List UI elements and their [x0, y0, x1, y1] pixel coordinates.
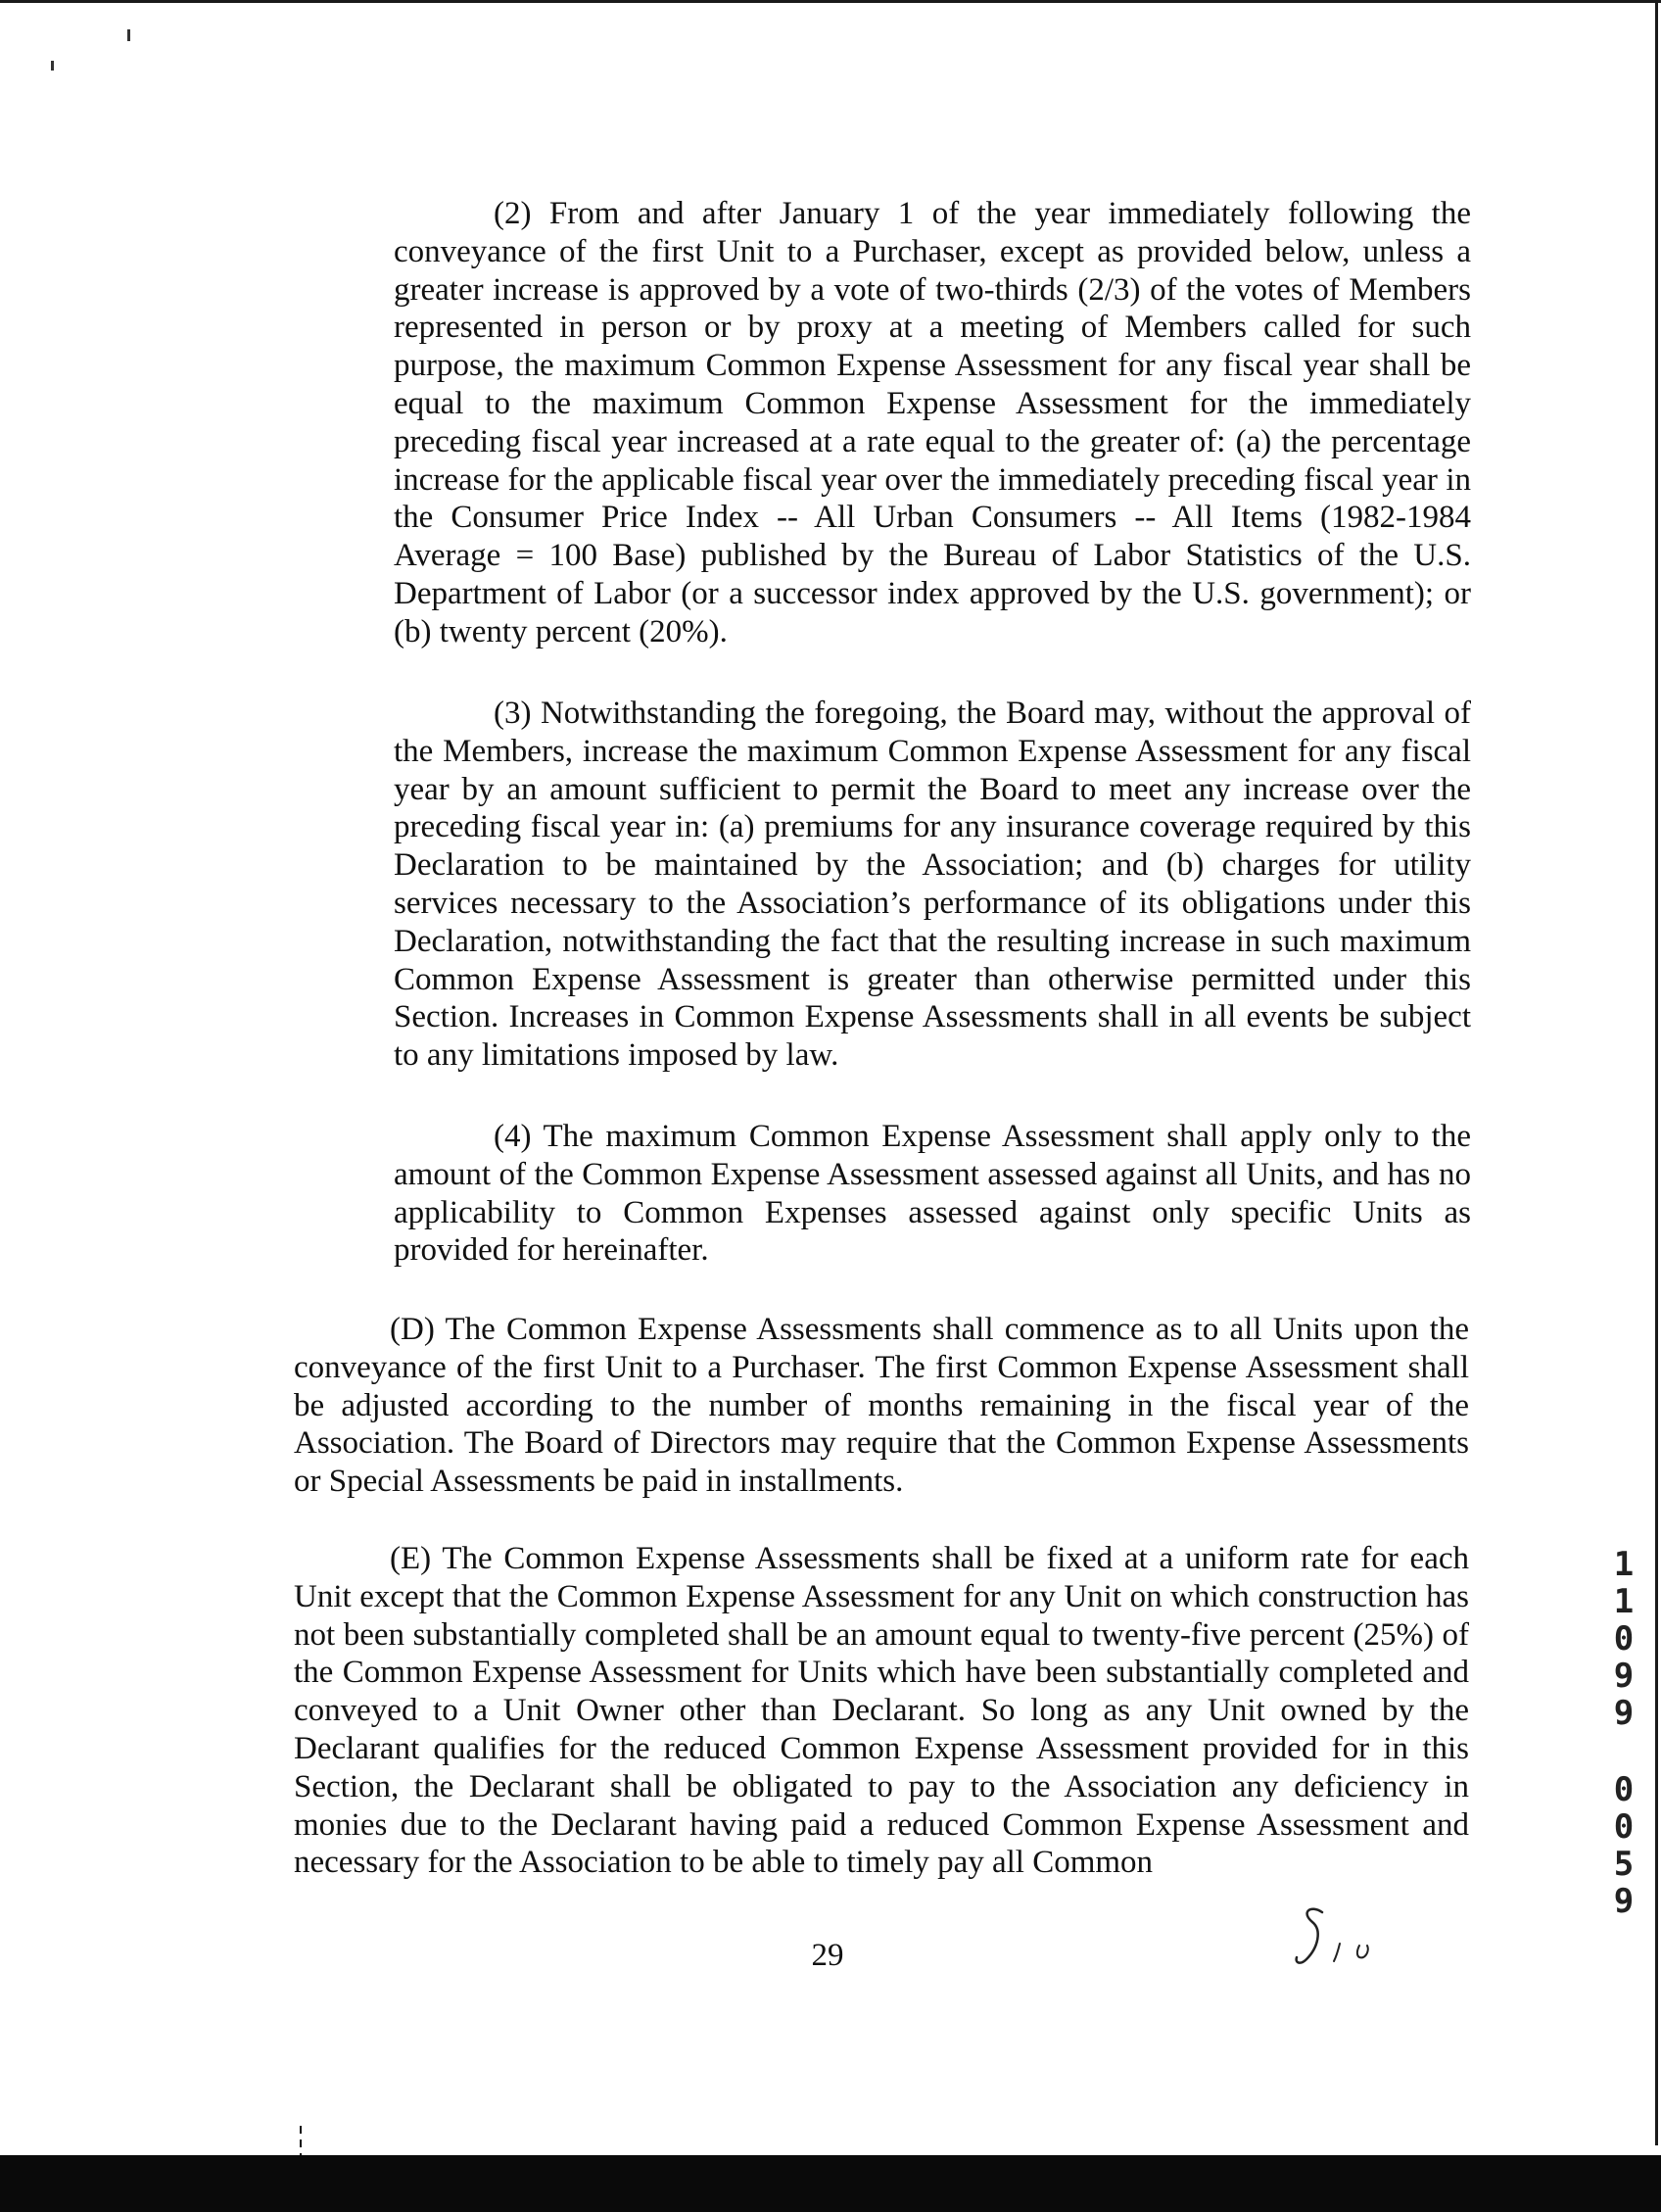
paragraph-2: (2) From and after January 1 of the year immediately following the conveyance of the first Unit to a Purchaser, except as provided below, unless a greater increase is approved by a vote of two-thirds (2/3) of the votes of Members represented in person or by proxy at a meeting of Members called for such purpose, the maximum Common Expense Assessment for any fiscal year shall be equal to the maximum Common Expense Assessment for the immediately preceding fiscal year increased at a rate equal to the greater of: (a) the percentage increase for the applicable fiscal year over the immediately preceding fiscal year in the Consumer Price Index -- All Urban Consumers -- All Items (1982-1984 Average = 100 Base) published by the Bureau of Labor Statistics of the U.S. Department of Labor (or a successor index approved by the U.S. government); or (b) twenty percent (20%).: [394, 196, 1471, 649]
page-number: 29: [811, 1938, 844, 1973]
scan-top-border: [0, 0, 1661, 3]
stamp-digit: 1: [1613, 1582, 1635, 1621]
stamp-digit: 9: [1613, 1882, 1635, 1921]
margin-document-stamp: [1604, 1546, 1643, 1920]
scan-bottom-edge: [0, 2155, 1661, 2212]
stamp-digit: 9: [1613, 1694, 1635, 1733]
paragraph-4: (4) The maximum Common Expense Assessment shall apply only to the amount of the Common Expense Assessment assessed against all Units, and has no applicability to Common Expenses assessed against only specific Units as provided for hereinafter.: [394, 1119, 1471, 1269]
paragraph-e: (E) The Common Expense Assessments shall be fixed at a uniform rate for each Unit except that the Common Expense Assessment for any Unit on which construction has not been substantially completed shall be an amount equal to twenty-five percent (25%) of the Common Expense Assessment for Units which have been substantially completed and conveyed to a Unit Owner other than Declarant. So long as any Unit owned by the Declarant qualifies for the reduced Common Expense Assessment provided for in this Section, the Declarant shall be obligated to pay to the Association any deficiency in monies due to the Declarant having paid a reduced Common Expense Assessment and necessary for the Association to be able to timely pay all Common: [294, 1541, 1469, 1881]
scan-speck: [127, 29, 130, 41]
handwritten-initials: [1283, 1891, 1400, 1979]
scan-speck: [51, 61, 54, 71]
stamp-digit: 0: [1613, 1770, 1635, 1809]
stamp-digit: 5: [1613, 1845, 1635, 1884]
stamp-digit: 0: [1613, 1619, 1635, 1659]
stamp-digit: 9: [1613, 1657, 1635, 1696]
stamp-digit: 0: [1613, 1807, 1635, 1847]
paragraph-d: (D) The Common Expense Assessments shall commence as to all Units upon the conveyance of the first Unit to a Purchaser. The first Common Expense Assessment shall be adjusted according to the number of months remaining in the fiscal year of the Association. The Board of Directors may require that the Common Expense Assessments or Special Assessments be paid in installments.: [294, 1312, 1469, 1500]
scan-right-edge: [1655, 0, 1658, 2145]
paragraph-3: (3) Notwithstanding the foregoing, the Board may, without the approval of the Members, increase the maximum Common Expense Assessment for any fiscal year by an amount sufficient to permit the Board to meet any increase over the preceding fiscal year in: (a) premiums for any insurance coverage required by this Declaration to be maintained by the Association; and (b) charges for utility services necessary to the Association’s performance of its obligations under this Declaration, notwithstanding the fact that the resulting increase in such maximum Common Expense Assessment is greater than otherwise permitted under this Section. Increases in Common Expense Assessments shall in all events be subject to any limitations imposed by law.: [394, 696, 1471, 1074]
stamp-digit: 1: [1613, 1545, 1635, 1584]
